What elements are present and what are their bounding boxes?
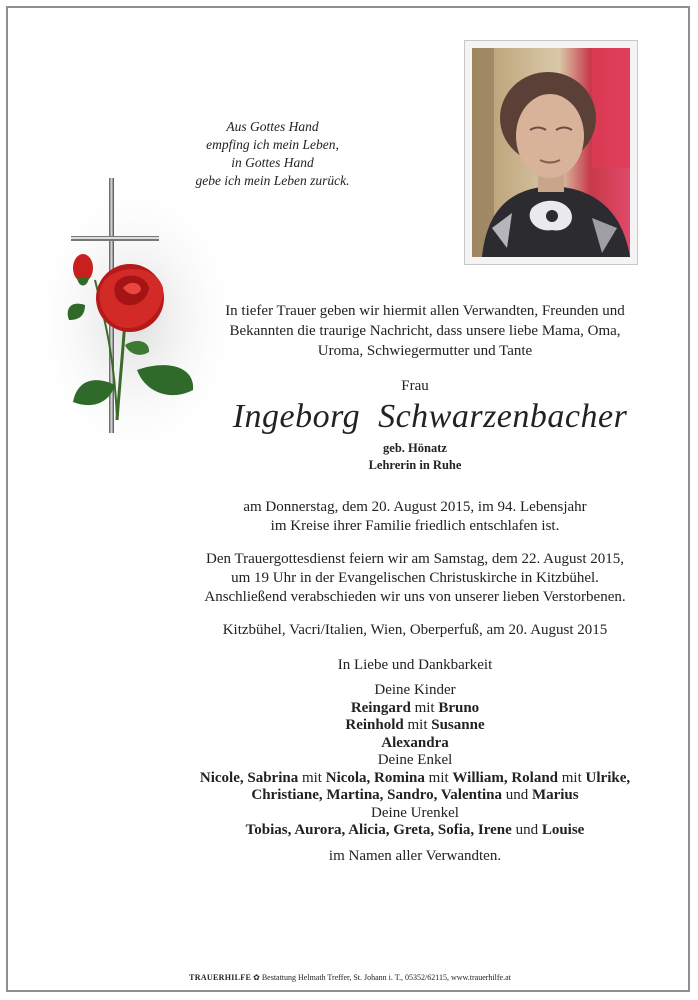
- grandchildren-row: [130, 787, 698, 805]
- poem-line: Aus Gottes Hand: [226, 119, 319, 134]
- service-line: Anschließend verabschieden wir uns von unserer lieben Verstorbenen.: [204, 589, 626, 605]
- death-notice-line: am Donnerstag, dem 20. August 2015, im 94. Lebensjahr: [243, 499, 587, 515]
- footer: [100, 973, 600, 982]
- grandchildren-heading: Deine Enkel: [377, 752, 453, 768]
- children-row: [130, 717, 698, 735]
- death-notice-line: im Kreise ihrer Familie friedlich entschlafen ist.: [270, 518, 560, 534]
- children-heading: Deine Kinder: [374, 682, 456, 698]
- grandchild-names: Nicola, Romina: [325, 769, 425, 786]
- flame-icon: ✿: [253, 973, 260, 982]
- connector: und: [511, 822, 542, 838]
- deceased-name: Ingeborg Schwarzenbacher: [232, 398, 628, 435]
- intro-line: Bekannten die traurige Nachricht, dass unsere liebe Mama, Oma,: [229, 323, 621, 339]
- grandchild-names: William, Roland: [452, 769, 559, 786]
- grandchildren-row: [130, 770, 698, 788]
- grandchild-names: Marius: [531, 787, 579, 803]
- service-line: Den Trauergottesdienst feiern wir am Samstag, dem 22. August 2015,: [205, 551, 624, 567]
- name-details: [330, 440, 500, 474]
- service-line: um 19 Uhr in der Evangelischen Christuskirche in Kitzbühel.: [231, 570, 599, 586]
- partner-name: Susanne: [431, 717, 485, 733]
- occupation: Lehrerin in Ruhe: [368, 458, 462, 472]
- child-name: Reinhold: [345, 717, 404, 733]
- partner-name: Bruno: [438, 699, 480, 716]
- great-grandchild-names: Tobias, Aurora, Alicia, Greta, Sofia, Irene: [245, 822, 512, 838]
- portrait-photo: [464, 40, 638, 265]
- grandchild-names: Christiane, Martina, Sandro, Valentina: [251, 787, 502, 803]
- child-name: Reingard: [350, 699, 411, 716]
- great-grandchild-names: Louise: [541, 822, 585, 838]
- poem-line: in Gottes Hand: [231, 155, 314, 170]
- connector: mit: [410, 699, 439, 716]
- poem-line: gebe ich mein Leben zurück.: [195, 173, 350, 188]
- salutation: Frau: [401, 378, 429, 394]
- intro-line: In tiefer Trauer geben wir hiermit allen Verwandten, Freunden und: [225, 303, 625, 319]
- maiden-name: geb. Hönatz: [383, 441, 447, 455]
- family-list: [130, 682, 698, 840]
- connector: mit: [424, 769, 453, 786]
- children-row: [130, 700, 698, 718]
- death-notice: [160, 498, 670, 536]
- intro-line: Uroma, Schwiegermutter und Tante: [317, 343, 533, 359]
- great-grandchildren-row: [130, 822, 698, 840]
- footer-text: Bestattung Helmath Treffer, St. Johann i. T., 05352/62115, www.trauerhilfe.at: [261, 973, 511, 982]
- poem-line: empfing ich mein Leben,: [206, 137, 339, 152]
- children-row: [130, 735, 698, 753]
- closing-line: im Namen aller Verwandten.: [328, 848, 502, 864]
- intro-text: [190, 301, 660, 361]
- connector: und: [501, 787, 532, 803]
- funeral-service: [150, 550, 680, 607]
- connector: mit: [403, 717, 432, 733]
- grandchild-names: Nicole, Sabrina: [199, 769, 299, 786]
- footer-brand: TRAUERHILFE: [189, 973, 252, 982]
- grandchild-names: Ulrike,: [585, 769, 631, 786]
- connector: mit: [558, 769, 586, 786]
- gratitude-line: In Liebe und Dankbarkeit: [337, 657, 493, 673]
- place-date: Kitzbühel, Vacri/Italien, Wien, Oberperfuß, am 20. August 2015: [222, 622, 608, 638]
- great-grandchildren-heading: Deine Urenkel: [371, 804, 459, 821]
- child-name: Alexandra: [381, 734, 449, 751]
- connector: mit: [298, 769, 326, 786]
